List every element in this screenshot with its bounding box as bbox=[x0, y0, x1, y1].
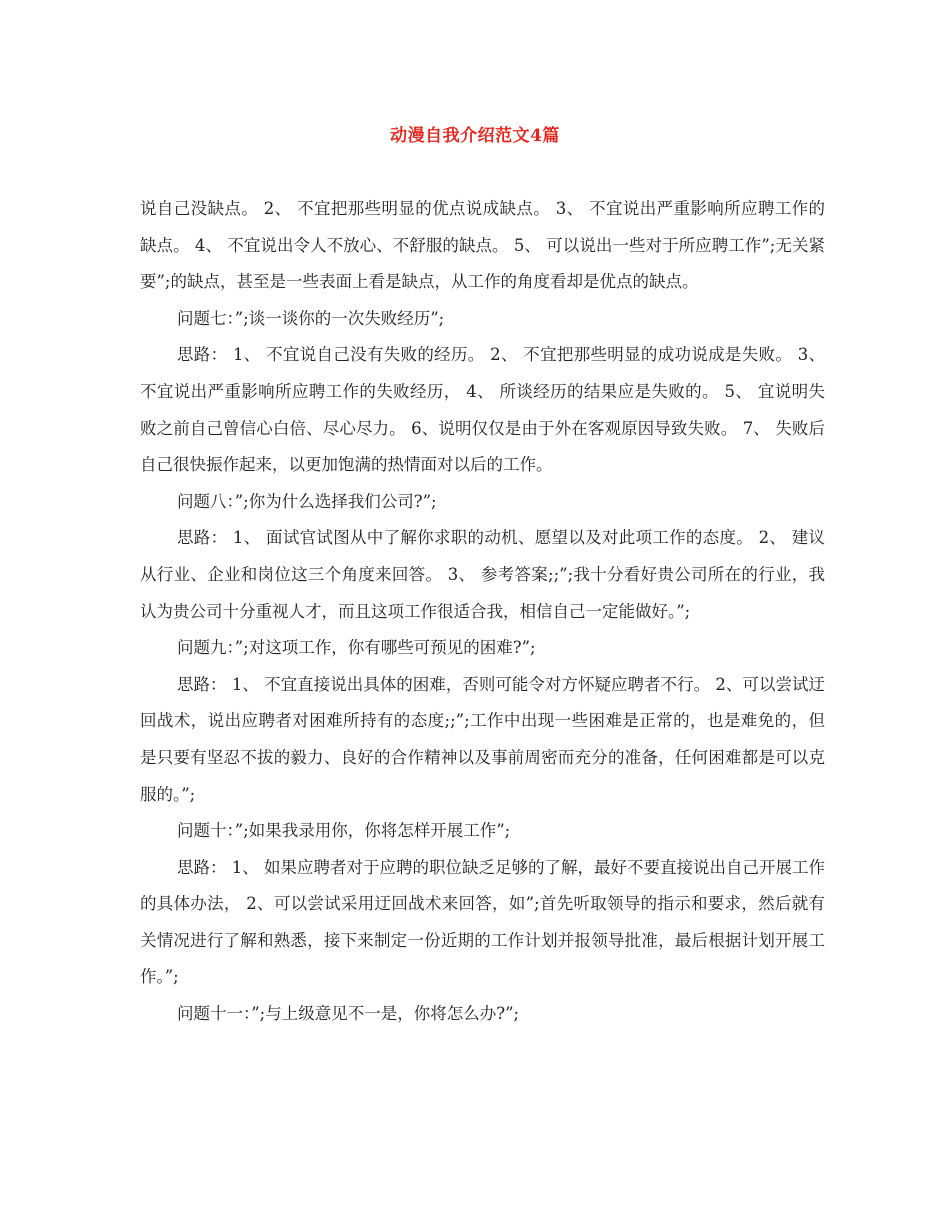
answer-eight: 思路： 1、 面试官试图从中了解你求职的动机、愿望以及对此项工作的态度。 2、 建议从行业、企业和岗位这三个角度来回答。 3、 参考答案;;”;我十分看好贵公司所在的行业，我认为贵公司十分重视人才，而且这项工作很适合我，相信自己一定能做好。”; bbox=[140, 528, 825, 621]
question-ten: 问题十：”;如果我录用你，你将怎样开展工作”; bbox=[177, 821, 511, 841]
document-body bbox=[140, 191, 825, 1033]
document-title: 动漫自我介绍范文4篇 bbox=[390, 126, 560, 146]
question-eleven: 问题十一：”;与上级意见不一是，你将怎么办?”; bbox=[177, 1004, 520, 1024]
question-seven: 问题七：”;谈一谈你的一次失败经历”; bbox=[177, 308, 445, 328]
answer-seven: 思路： 1、 不宜说自己没有失败的经历。 2、 不宜把那些明显的成功说成是失败。 3、不宜说出严重影响所应聘工作的失败经历， 4、 所谈经历的结果应是失败的。 5、 宜说明失败之前自己曾信心白倍、尽心尽力。 6、说明仅仅是由于外在客观原因导致失败。 7、 失败后自己很快振作起来，以更加饱满的热情面对以后的工作。 bbox=[140, 345, 825, 475]
question-eight: 问题八：”;你为什么选择我们公司?”; bbox=[177, 491, 437, 511]
question-nine: 问题九：”;对这项工作，你有哪些可预见的困难?”; bbox=[177, 638, 536, 658]
answer-ten: 思路： 1、 如果应聘者对于应聘的职位缺乏足够的了解，最好不要直接说出自己开展工作的具体办法， 2、可以尝试采用迂回战术来回答，如”;首先听取领导的指示和要求，然后就有关情况进行了解和熟悉，接下来制定一份近期的工作计划并报领导批准，最后根据计划开展工作。”; bbox=[140, 857, 825, 987]
answer-nine: 思路： 1、 不宜直接说出具体的困难，否则可能令对方怀疑应聘者不行。 2、可以尝试迂回战术，说出应聘者对困难所持有的态度;;”;工作中出现一些困难是正常的，也是难免的，但是只要有坚忍不拔的毅力、良好的合作精神以及事前周密而充分的准备，任何困难都是可以克服的。”; bbox=[140, 674, 825, 804]
paragraph-continued: 说自己没缺点。 2、 不宜把那些明显的优点说成缺点。 3、 不宜说出严重影响所应聘工作的缺点。 4、 不宜说出令人不放心、不舒服的缺点。 5、 可以说出一些对于所应聘工作”;无关紧要”;的缺点，甚至是一些表面上看是缺点，从工作的角度看却是优点的缺点。 bbox=[140, 199, 825, 292]
